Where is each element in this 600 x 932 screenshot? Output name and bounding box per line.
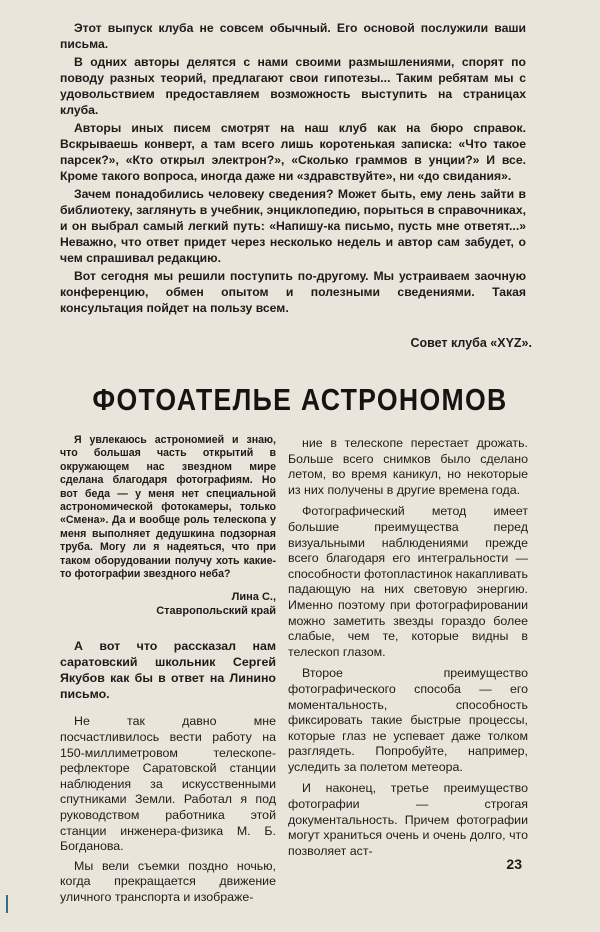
- club-signature: Совет клуба «XYZ».: [410, 336, 532, 350]
- article-body-left: [60, 714, 276, 905]
- intro-paragraph: В одних авторы делятся с нами своими размышлениями, спорят по поводу разных теорий, предлагают свои гипотезы... Таким ребятам мы с удовольствием предоставляем возможность выступить на страницах клуба.: [60, 55, 526, 117]
- article-left-column: [60, 434, 276, 910]
- letter-author: Лина С.,: [231, 591, 276, 604]
- page-number: 23: [506, 856, 522, 872]
- scan-edge-mark: [6, 895, 8, 913]
- body-paragraph: ние в телескопе перестает дрожать. Больше всего снимков было сделано летом, во время каникул, но некоторые из них получены в другие времена года.: [288, 436, 528, 497]
- letter-text: Я увлекаюсь астрономией и знаю, что большая часть открытий в окружающем нас звездном мире сделана благодаря фотографиям. Но вот беда — у меня нет специальной астрономической фотокамеры, только «Смена». Да и вообще роль телескопа у меня выполняет дедушкина подзорная труба. Могу ли я надеяться, что при таком оборудовании получу хоть какие-то фотографии звездного неба?: [60, 434, 276, 581]
- body-paragraph: Второе преимущество фотографического способа — его моментальность, способность фиксировать такие быстрые процессы, которые глаз не успевает даже толком разглядеть. Попробуйте, например, уследить за полетом метеора.: [288, 666, 528, 774]
- body-paragraph: И наконец, третье преимущество фотографии — строгая документальность. Причем фотографии могут храниться очень и очень долго, что позволяет аст-: [288, 781, 528, 858]
- club-intro: [60, 20, 526, 318]
- body-paragraph: Мы вели съемки поздно ночью, когда прекращается движение уличного транспорта и изображе-: [60, 858, 276, 904]
- letter-signature: [60, 590, 276, 618]
- intro-paragraph: Этот выпуск клуба не совсем обычный. Его основой послужили ваши письма.: [60, 21, 526, 51]
- body-paragraph: Фотографический метод имеет большие преимущества перед визуальными наблюдениями прежде всего благодаря его интегральности — способности фотопластинок накапливать падающую на них световую энергию. Именно поэтому при фотографировании можно заметить звезды гораздо более слабые, чем те, которые видны в телескоп глазом.: [288, 504, 528, 659]
- reader-letter: [60, 434, 276, 618]
- article-right-column: [288, 436, 528, 865]
- intro-paragraph: Авторы иных писем смотрят на наш клуб как на бюро справок. Вскрываешь конверт, а там всего лишь коротенькая записка: «Что такое парсек?», «Кто открыл электрон?», «Сколько граммов в унции?» И все. Кроме такого вопроса, иногда даже ни «здравствуйте», ни «до свидания».: [60, 121, 526, 183]
- body-paragraph: Не так давно мне посчастливилось вести работу на 150-миллиметровом телескопе-рефлекторе Саратовской станции наблюдения за искусственными спутниками Земли. Работал я под руководством работника этой станции инженера-физика М. Б. Богданова.: [60, 714, 276, 854]
- article-lead: А вот что рассказал нам саратовский школьник Сергей Якубов как бы в ответ на Линино письмо.: [60, 639, 276, 702]
- intro-paragraph: Зачем понадобились человеку сведения? Может быть, ему лень зайти в библиотеку, заглянуть в учебник, энциклопедию, порыться в справочниках, и он выбрал самый легкий путь: «Напишу-ка письмо, пусть мне ответят...» Неважно, что ответ придет через несколько недель и автор сам забудет, о чем спрашивал редакцию.: [60, 187, 526, 265]
- letter-place: Ставропольский край: [156, 605, 276, 618]
- article-title: ФОТОАТЕЛЬЕ АСТРОНОМОВ: [92, 382, 508, 417]
- intro-paragraph: Вот сегодня мы решили поступить по-другому. Мы устраиваем заочную конференцию, обмен опытом и полезными сведениями. Такая консультация пойдет на пользу всем.: [60, 269, 526, 315]
